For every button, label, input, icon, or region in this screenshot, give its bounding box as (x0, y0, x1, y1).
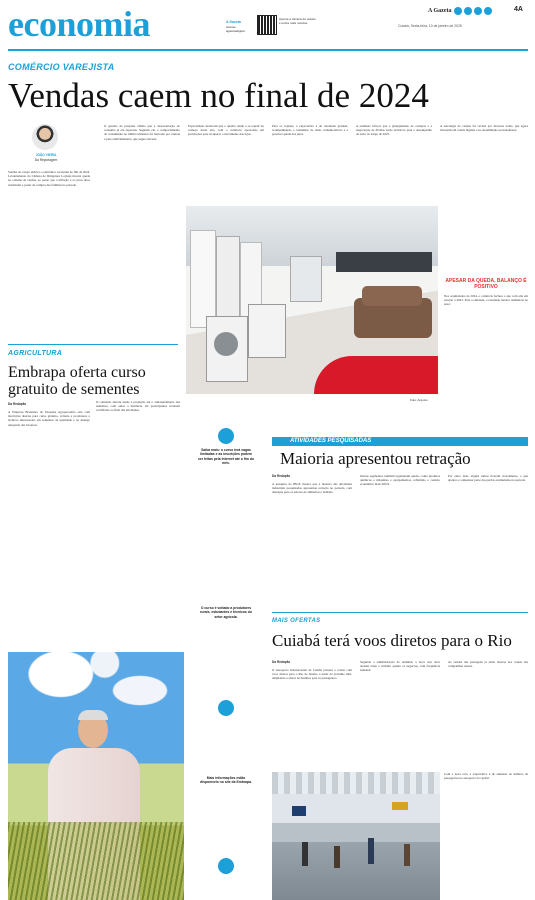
brand-logo: A Gazeta (428, 8, 452, 14)
lead-headline: Vendas caem no final de 2024 (8, 76, 429, 115)
facebook-icon[interactable] (454, 7, 462, 15)
masthead (8, 4, 528, 50)
flights-headline: Cuiabá terá voos diretos para o Rio (272, 631, 512, 650)
flights-kicker: MAIS OFERTAS (272, 618, 321, 624)
industry-column-3: Por outro lado, alguns ramos tiveram crescimento, o que ajudou a compensar parte das perdas acumuladas no período. (448, 474, 528, 483)
web-url[interactable]: Acesse agazetadigital (226, 25, 245, 33)
flights-column-2: Segundo a administração do terminal, a nova rota deve atender tanto o turismo quanto os negócios, com frequência semanal. (360, 660, 440, 673)
flights-byline: Da Redação (272, 660, 291, 664)
side-box-2: O curso é voltado a produtores rurais, estudantes e técnicos do setor agrícola. (200, 606, 252, 619)
masthead-rule (8, 49, 528, 51)
lead-column-6b: Nos acumulados de 2024, o comércio fechou o ano com alta em relação a 2023. Para a entidade, o resultado mostra resiliência do setor. (444, 294, 528, 307)
flights-rule (272, 612, 528, 613)
qr-code-icon (258, 16, 276, 34)
instagram-icon[interactable] (464, 7, 472, 15)
lead-column-6: A estratégia de vendas foi revista por diversas redes, que agora investem em canais digitais e no atendimento personalizado. (440, 124, 528, 133)
agri-rule (8, 344, 178, 345)
store-photo-credit: Foto: Arquivo (410, 398, 428, 402)
lead-pullquote: APESAR DA QUEDA, BALANÇO É POSITIVO (445, 278, 527, 290)
lead-column-2: O gerente da pesquisa afirma que a desaceleração do consumo já era esperada. Segundo ele, o comportamento do consumidor no último trimestre foi marcado por cautela e pelo endividamento, que segue elevado. (104, 124, 180, 141)
date-line: Cuiabá, Sexta-feira, 10 de janeiro de 2025 (398, 24, 462, 28)
page-number: 4A (514, 6, 523, 13)
store-photo (186, 206, 438, 394)
agri-byline: Da Redação (8, 402, 27, 406)
social-icons (454, 7, 492, 15)
lead-column-1: Vendas do varejo elétrico e eletrônico recuaram no fim de 2024. Levantamento da Câmara de Dirigentes Lojistas mostra queda no volume de vendas, ao passo que a inflação e os juros altos reduziram o poder de compra das famílias no período. (8, 170, 90, 187)
qr-label: Aponte a câmera do celular e tenha mais notícias (279, 17, 316, 25)
airport-photo (272, 772, 440, 900)
arrow-icon[interactable] (218, 858, 234, 874)
lead-kicker: COMÉRCIO VAREJISTA (8, 62, 115, 72)
side-box-3: Mais informações estão disponíveis no site da Embrapa. (200, 776, 252, 785)
lead-column-5: A entidade reforça que o planejamento de compras e a negociação de dívidas serão decisivos para o desempenho do setor ao longo de 2025. (356, 124, 432, 137)
link-icon[interactable] (218, 700, 234, 716)
agri-headline: Embrapa oferta curso gratuito de sementes (8, 364, 146, 398)
agri-column-1: A Empresa Brasileira de Pesquisa Agropecuária está com inscrições abertas para curso gratuito, voltado a produtores e técnicos interessados em sementes de qualidade e no manejo adequado das lavouras. (8, 410, 90, 427)
youtube-icon[interactable] (484, 7, 492, 15)
lead-column-4: Para os lojistas, a expectativa é de retomada gradual, acompanhando o calendário de datas comemorativas e a possível queda dos juros. (272, 124, 348, 137)
agri-kicker: AGRICULTURA (8, 350, 63, 357)
section-title: economia (8, 4, 150, 44)
info-icon (218, 428, 234, 444)
industry-byline: Da Redação (272, 474, 291, 478)
web-label: A Gazeta (226, 20, 241, 24)
byline-photo (32, 124, 58, 150)
twitter-icon[interactable] (474, 7, 482, 15)
researcher-photo (8, 652, 184, 900)
industry-column-1: A pesquisa do IBGE mostra que a maioria das atividades industriais pesquisadas apresentou retração no período, com destaque para os setores de alimentos e bebidas. (272, 482, 352, 495)
side-box-1: Saiba mais: o curso terá vagas limitadas e as inscrições podem ser feitas pela internet até o fim do mês. (198, 448, 254, 466)
industry-kicker: ATIVIDADES PESQUISADAS (290, 438, 372, 444)
lead-byline: JOÃO VIEIRA (35, 153, 57, 157)
flights-column-1: O Aeroporto Internacional de Cuiabá passará a contar com voos diretos para o Rio de Janeiro a partir do próximo mês, ampliando a oferta de destinos para os passageiros. (272, 668, 352, 681)
lead-column-3: Especialistas destacam que o quadro tende a se repetir no começo deste ano, com o comércio apostando em promoções para recuperar o movimento nas lojas. (188, 124, 264, 137)
flights-column-3: As vendas das passagens já estão abertas nos canais das companhias aéreas. (448, 660, 528, 669)
industry-headline: Maioria apresentou retração (280, 449, 471, 468)
flights-sidebar: Com a nova rota, a expectativa é de aumento no número de passageiros no aeroporto da capital. (444, 772, 528, 781)
agri-column-2: O conteúdo aborda desde a produção até o armazenamento das sementes, com aulas a distância. Os participantes recebem certificado ao final das atividades. (96, 400, 180, 413)
lead-byline-sub: Da Reportagem (34, 158, 58, 162)
industry-column-2: Outros segmentos também registraram queda, como produtos químicos e máquinas e equipamentos, refletindo o cenário econômico mais difícil. (360, 474, 440, 487)
